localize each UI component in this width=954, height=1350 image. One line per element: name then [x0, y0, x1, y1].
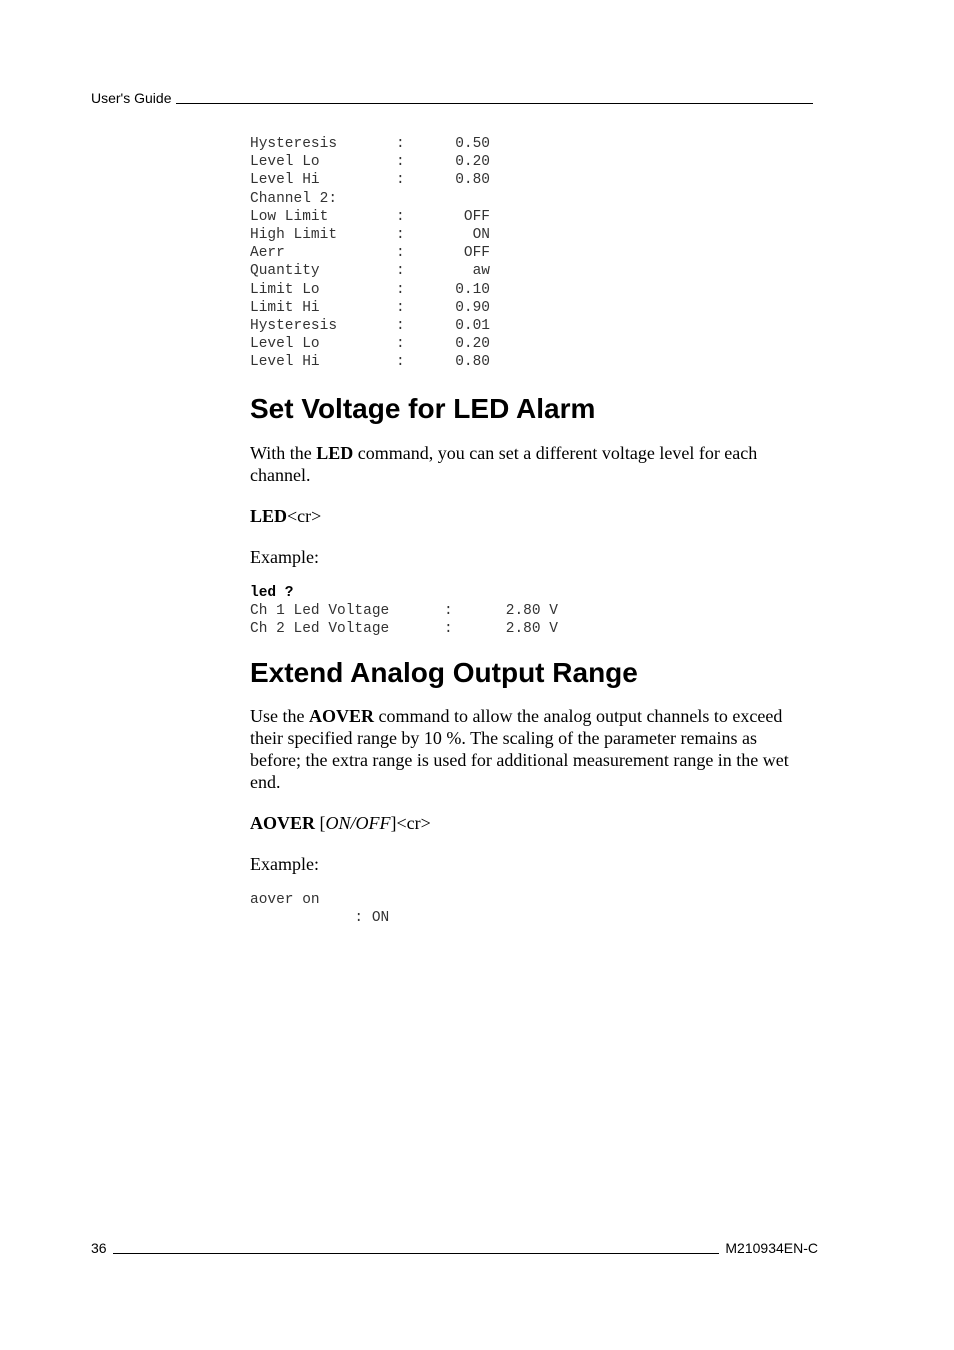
aover-desc-pre: Use the [250, 706, 309, 727]
setting-value: OFF [463, 245, 490, 262]
document-code: M210934EN-C [725, 1240, 818, 1256]
setting-value: 0.10 [455, 281, 490, 298]
led-example-command: led ? [250, 584, 294, 601]
setting-key: Limit Hi [250, 299, 320, 316]
page-content [250, 135, 810, 928]
setting-value: 0.80 [455, 172, 490, 189]
led-voltage-row [250, 602, 810, 620]
setting-colon [396, 190, 436, 208]
led-desc-post: command, you can set a different voltage level for each channel. [250, 442, 758, 485]
aover-heading: Extend Analog Output Range [250, 657, 638, 689]
led-example-listing [250, 584, 810, 639]
aover-desc-cmd: AOVER [308, 706, 374, 727]
setting-value: 0.90 [455, 299, 490, 316]
led-syntax [250, 505, 810, 527]
setting-colon: : [396, 172, 405, 189]
setting-colon: : [396, 136, 405, 152]
setting-value [436, 190, 490, 208]
setting-row [250, 281, 810, 299]
setting-key: Level Hi [250, 354, 320, 371]
setting-row [250, 317, 810, 335]
setting-key: Hysteresis [250, 318, 338, 335]
setting-key: High Limit [250, 227, 338, 244]
aover-example-response: : ON [250, 910, 390, 927]
setting-value: 0.50 [455, 136, 490, 152]
setting-row [250, 262, 810, 280]
led-voltage-row [250, 620, 810, 638]
setting-row [250, 208, 810, 226]
led-voltage-value: 2.80 V [505, 621, 558, 638]
setting-row [250, 335, 810, 353]
setting-colon: : [396, 263, 405, 280]
led-voltage-colon: : [444, 621, 453, 638]
setting-row [250, 153, 810, 171]
setting-colon: : [396, 299, 405, 316]
led-voltage-colon: : [444, 602, 453, 619]
setting-key: Hysteresis [250, 136, 338, 152]
aover-syntax-close: ]<cr> [390, 813, 431, 834]
setting-value: 0.80 [455, 354, 490, 371]
setting-colon: : [396, 227, 405, 244]
setting-key: Low Limit [250, 208, 329, 225]
setting-row [250, 353, 810, 371]
setting-key: Level Lo [250, 336, 320, 353]
led-voltage-value: 2.80 V [505, 602, 558, 619]
setting-row [250, 299, 810, 317]
setting-row [250, 171, 810, 189]
setting-value: OFF [463, 208, 490, 225]
aover-desc-post: command to allow the analog output channels to exceed their specified range by 10 %. The scaling of the parameter remains as before; the extra range is used for additional measurement range in the wet end. [250, 706, 789, 793]
setting-value: aw [472, 263, 490, 280]
setting-colon: : [396, 336, 405, 353]
led-example-label: Example: [250, 546, 319, 567]
led-voltage-key: Ch 2 Led Voltage [250, 621, 390, 638]
page-number: 36 [91, 1240, 107, 1256]
page-footer [91, 1240, 818, 1256]
aover-description [250, 705, 810, 793]
setting-key: Limit Lo [250, 281, 320, 298]
led-syntax-rest: <cr> [287, 505, 322, 526]
setting-key: Channel 2: [250, 190, 338, 207]
aover-example-listing [250, 891, 810, 927]
header-rule [176, 91, 813, 104]
setting-row [250, 190, 810, 208]
aover-syntax-open: [ [315, 813, 326, 834]
setting-colon: : [396, 318, 405, 335]
setting-value: 0.20 [455, 336, 490, 353]
aover-syntax-arg: ON/OFF [325, 813, 391, 834]
led-syntax-cmd: LED [250, 505, 288, 526]
setting-colon: : [396, 154, 405, 171]
led-desc-cmd: LED [316, 442, 354, 463]
aover-example-label: Example: [250, 854, 319, 875]
setting-key: Aerr [250, 245, 285, 262]
aover-syntax-cmd: AOVER [250, 813, 316, 834]
led-desc-pre: With the [250, 442, 317, 463]
header-title: User's Guide [91, 90, 172, 106]
aover-example-command: aover on [250, 892, 320, 909]
setting-row [250, 135, 810, 153]
setting-value: 0.20 [455, 154, 490, 171]
setting-colon: : [396, 281, 405, 298]
led-voltage-key: Ch 1 Led Voltage [250, 602, 390, 619]
setting-value: ON [472, 227, 490, 244]
setting-row [250, 244, 810, 262]
footer-rule [113, 1241, 720, 1254]
page-header [91, 90, 813, 106]
setting-key: Level Hi [250, 172, 320, 189]
aover-syntax [250, 812, 810, 834]
setting-row [250, 226, 810, 244]
setting-key: Quantity [250, 263, 320, 280]
setting-colon: : [396, 354, 405, 371]
setting-key: Level Lo [250, 154, 320, 171]
setting-colon: : [396, 208, 405, 225]
led-heading: Set Voltage for LED Alarm [250, 392, 596, 424]
settings-listing [250, 135, 810, 372]
led-description [250, 442, 810, 486]
setting-value: 0.01 [455, 318, 490, 335]
setting-colon: : [396, 245, 405, 262]
